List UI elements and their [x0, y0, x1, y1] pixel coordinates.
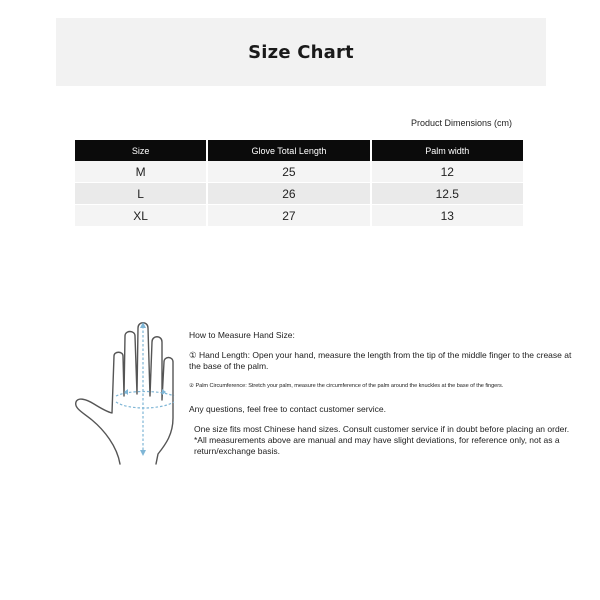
hand-measure-icon	[70, 318, 182, 468]
measure-instructions	[189, 330, 579, 457]
cell-palm: 12	[372, 161, 523, 183]
cell-size: M	[75, 161, 206, 183]
cell-size: L	[75, 183, 206, 205]
step-palm-circumference: ② Palm Circumference: Stretch your palm, measure the circumference of the palm around the knuckles at the base of the fingers.	[189, 383, 504, 389]
header-size: Size	[75, 140, 206, 161]
dimensions-caption: Product Dimensions (cm)	[411, 118, 513, 128]
table-header-row	[75, 140, 523, 161]
size-disclaimer: One size fits most Chinese hand sizes. Consult customer service if in doubt before placing an order. *All measurements above are manual and may have slight deviations, for reference only, not as a return/exchange basis.	[194, 424, 570, 456]
header-glove-length: Glove Total Length	[208, 140, 369, 161]
cell-length: 25	[208, 161, 369, 183]
cell-palm: 13	[372, 205, 523, 227]
measure-heading: How to Measure Hand Size:	[189, 330, 295, 340]
step-hand-length: ① Hand Length: Open your hand, measure the length from the tip of the middle finger to the crease at the base of the palm.	[189, 350, 572, 371]
title-banner	[56, 18, 546, 86]
header-palm-width: Palm width	[372, 140, 523, 161]
table-row	[75, 205, 523, 227]
cell-length: 27	[208, 205, 369, 227]
page-title: Size Chart	[248, 41, 354, 63]
cell-size: XL	[75, 205, 206, 227]
cell-palm: 12.5	[372, 183, 523, 205]
contact-note: Any questions, feel free to contact customer service.	[189, 404, 387, 414]
table-row	[75, 161, 523, 183]
cell-length: 26	[208, 183, 369, 205]
table-row	[75, 183, 523, 205]
size-table	[73, 140, 525, 227]
